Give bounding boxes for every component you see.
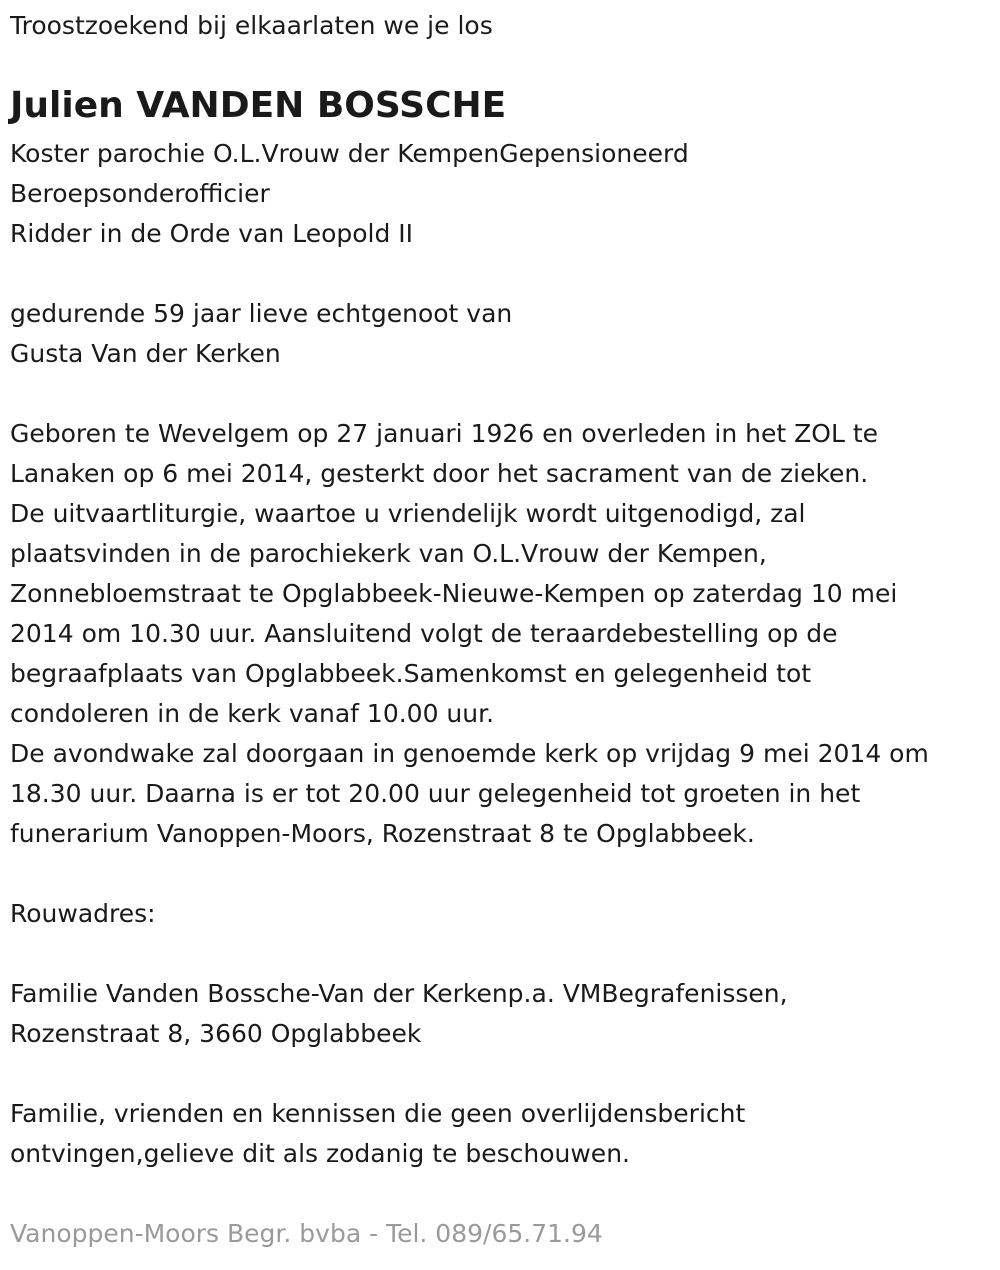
details-line: Lanaken op 6 mei 2014, gesterkt door het sacrament van de zieken. bbox=[10, 459, 869, 488]
details-line: 18.30 uur. Daarna is er tot 20.00 uur gelegenheid tot groeten in het bbox=[10, 779, 861, 808]
details-line: Geboren te Wevelgem op 27 januari 1926 en overleden in het ZOL te bbox=[10, 419, 879, 448]
spouse-block bbox=[10, 294, 512, 374]
details-line: funerarium Vanoppen-Moors, Rozenstraat 8 te Opglabbeek. bbox=[10, 819, 755, 848]
notice-block bbox=[10, 1094, 745, 1174]
address-line: Familie Vanden Bossche-Van der Kerkenp.a. VMBegrafenissen, bbox=[10, 979, 788, 1008]
address-line: Rozenstraat 8, 3660 Opglabbeek bbox=[10, 1019, 422, 1048]
details-line: Zonnebloemstraat te Opglabbeek-Nieuwe-Kempen op zaterdag 10 mei bbox=[10, 579, 898, 608]
funeral-home-footer: Vanoppen-Moors Begr. bvba - Tel. 089/65.71.94 bbox=[10, 1219, 603, 1248]
funeral-details bbox=[10, 414, 929, 854]
deceased-name: Julien VANDEN BOSSCHE bbox=[10, 85, 507, 126]
spouse-line: gedurende 59 jaar lieve echtgenoot van bbox=[10, 299, 513, 328]
mourning-address bbox=[10, 974, 788, 1054]
details-line: plaatsvinden in de parochiekerk van O.L.Vrouw der Kempen, bbox=[10, 539, 767, 568]
details-line: condoleren in de kerk vanaf 10.00 uur. bbox=[10, 699, 495, 728]
title-line: Ridder in de Orde van Leopold II bbox=[10, 219, 414, 248]
title-line: Koster parochie O.L.Vrouw der KempenGepensioneerd bbox=[10, 139, 689, 168]
opening-line: Troostzoekend bij elkaarlaten we je los bbox=[10, 11, 493, 40]
details-line: begraafplaats van Opglabbeek.Samenkomst en gelegenheid tot bbox=[10, 659, 812, 688]
address-label: Rouwadres: bbox=[10, 899, 156, 928]
details-line: De avondwake zal doorgaan in genoemde kerk op vrijdag 9 mei 2014 om bbox=[10, 739, 929, 768]
spouse-name: Gusta Van der Kerken bbox=[10, 339, 281, 368]
notice-line: Familie, vrienden en kennissen die geen overlijdensbericht bbox=[10, 1099, 746, 1128]
notice-line: ontvingen,gelieve dit als zodanig te beschouwen. bbox=[10, 1139, 630, 1168]
title-line: Beroepsonderofficier bbox=[10, 179, 270, 208]
details-line: De uitvaartliturgie, waartoe u vriendelijk wordt uitgenodigd, zal bbox=[10, 499, 806, 528]
titles-block bbox=[10, 134, 689, 254]
details-line: 2014 om 10.30 uur. Aansluitend volgt de teraardebestelling op de bbox=[10, 619, 838, 648]
